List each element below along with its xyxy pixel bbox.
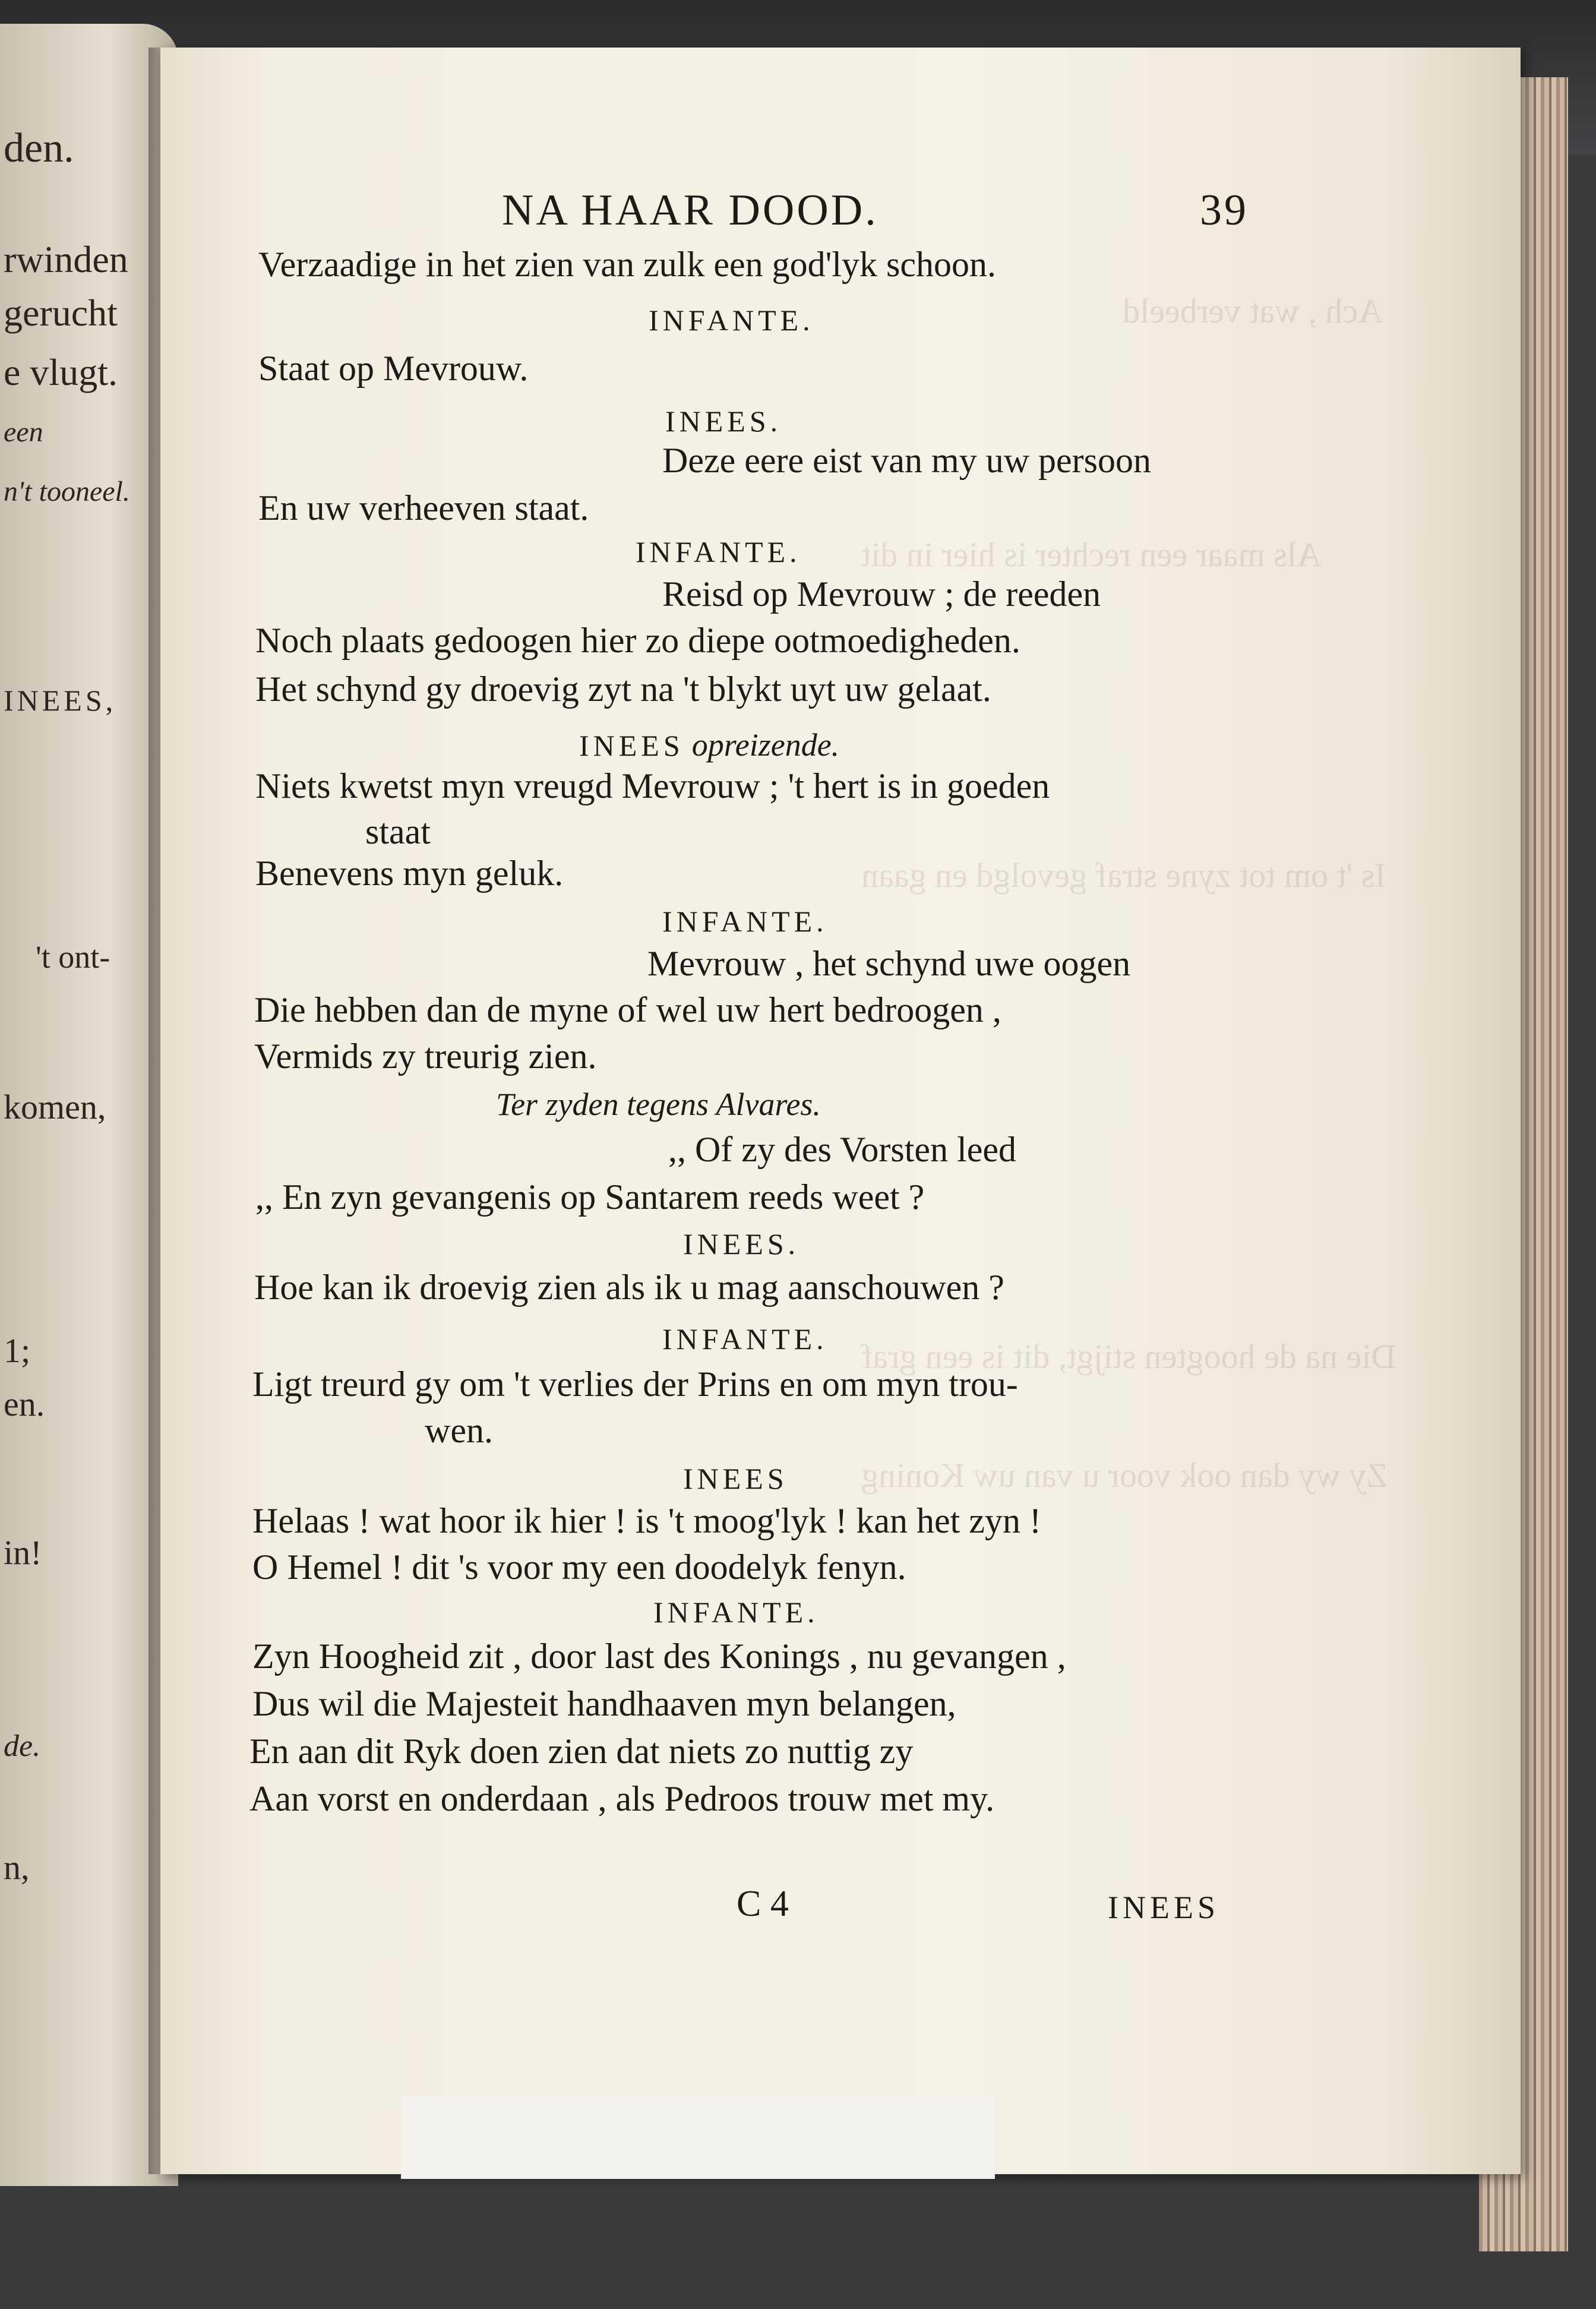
speaker-with-direction [579, 727, 839, 763]
verse-line: Hoe kan ik droevig zien als ik u mag aanschouwen ? [254, 1268, 1004, 1307]
verse-line: Staat op Mevrouw. [258, 349, 529, 388]
catchword: INEES [1108, 1890, 1219, 1925]
verse-line: Zyn Hoogheid zit , door last des Konings , nu gevangen , [252, 1637, 1066, 1676]
verse-line: Aan vorst en onderdaan , als Pedroos trouw met my. [249, 1779, 995, 1818]
verse-line: Dus wil die Majesteit handhaaven myn belangen, [252, 1684, 956, 1723]
speaker-name: INFANTE. [636, 535, 801, 568]
page-content [160, 48, 1521, 2174]
verse-line: wen. [425, 1411, 493, 1450]
left-fragment: e vlugt. [4, 351, 118, 393]
show-through: Als maar een rechter is hier in dit [861, 535, 1322, 574]
verse-line: Niets kwetst myn vreugd Mevrouw ; 't hert is in goeden [255, 766, 1050, 806]
speaker-name: INFANTE. [653, 1596, 819, 1629]
verse-line: Benevens myn geluk. [255, 854, 564, 893]
stage-direction: Ter zyden tegens Alvares. [496, 1086, 821, 1122]
speaker-name: INFANTE. [662, 905, 828, 938]
verse-line: Deze eere eist van my uw persoon [662, 441, 1152, 480]
show-through: Zy wy dan ook voor u van uw Koning [861, 1456, 1388, 1495]
verse-line: En aan dit Ryk doen zien dat niets zo nuttig zy [249, 1732, 914, 1771]
verse-line: Die hebben dan de myne of wel uw hert bedroogen , [254, 990, 1001, 1029]
left-fragment: den. [4, 125, 74, 171]
speaker-name: INFANTE. [649, 304, 814, 337]
speaker-name: INEES [683, 1462, 788, 1495]
signature-mark: C 4 [737, 1884, 789, 1924]
verse-line: ,, En zyn gevangenis op Santarem reeds weet ? [255, 1177, 925, 1217]
left-fragment: en. [4, 1385, 45, 1423]
speaker-name: INFANTE. [662, 1322, 828, 1356]
verse-line: Noch plaats gedoogen hier zo diepe ootmoedigheden. [255, 621, 1020, 660]
verse-line: Reisd op Mevrouw ; de reeden [662, 574, 1101, 614]
left-fragment: 't ont- [36, 939, 110, 975]
left-fragment: komen, [4, 1088, 106, 1126]
left-fragment: INEES, [4, 684, 117, 717]
show-through: Die na de hoogten stijgt, dit is een graf [861, 1337, 1396, 1376]
left-fragment: 1; [4, 1331, 31, 1370]
speaker-name: INEES. [665, 405, 782, 438]
left-fragment: rwinden [4, 238, 128, 280]
verse-line: ,, Of zy des Vorsten leed [668, 1130, 1016, 1169]
verse-line: Verzaadige in het zien van zulk een god'lyk schoon. [258, 245, 997, 284]
show-through: Ach , wat verbeeld [1123, 292, 1383, 330]
verse-line: Het schynd gy droevig zyt na 't blykt uyt uw gelaat. [255, 669, 991, 709]
speaker-name: INEES. [683, 1227, 800, 1261]
verse-line: staat [365, 812, 431, 851]
left-fragment: de. [4, 1729, 41, 1763]
show-through: Is 't om tot zyne straf gevolgd en gaan [861, 856, 1386, 895]
redaction-box [401, 2096, 995, 2179]
stage-direction: opreizende. [691, 727, 840, 763]
verse-line: Mevrouw , het schynd uwe oogen [647, 944, 1131, 983]
left-fragment: een [4, 416, 43, 448]
verse-line: O Hemel ! dit 's voor my een doodelyk fenyn. [252, 1547, 906, 1587]
running-header: NA HAAR DOOD. [502, 186, 878, 235]
verse-line: Ligt treurd gy om 't verlies der Prins en om myn trou- [252, 1364, 1018, 1404]
left-fragment: n, [4, 1848, 30, 1887]
left-fragment: in! [4, 1533, 42, 1572]
verse-line: En uw verheeven staat. [258, 488, 589, 527]
left-fragment: gerucht [4, 292, 118, 334]
left-fragment: n't tooneel. [4, 476, 130, 507]
page-number: 39 [1200, 186, 1249, 235]
speaker-name: INEES [579, 729, 684, 762]
verse-line: Helaas ! wat hoor ik hier ! is 't moog'lyk ! kan het zyn ! [252, 1501, 1041, 1540]
book-page [160, 48, 1521, 2174]
verse-line: Vermids zy treurig zien. [254, 1037, 597, 1076]
